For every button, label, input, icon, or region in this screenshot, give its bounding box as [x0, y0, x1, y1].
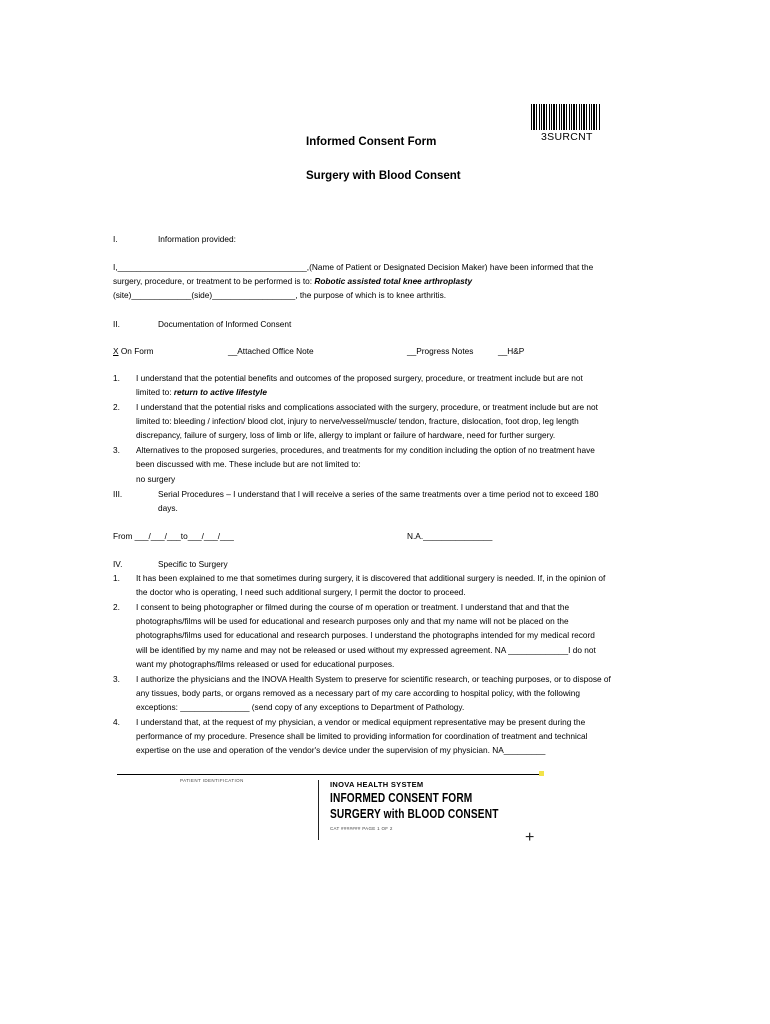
section-iv-number: IV.	[113, 559, 123, 569]
alternatives-text-3: no surgery	[136, 474, 176, 484]
procedure-name: Robotic assisted total knee arthroplasty	[314, 276, 473, 286]
section-iii-number: III.	[113, 489, 123, 499]
section-i-number: I.	[113, 234, 118, 244]
item-3-number: 3.	[113, 445, 120, 455]
item-1-number: 1.	[113, 373, 120, 383]
from-to-dates: From ___/___/___to___/___/___	[113, 531, 234, 541]
barcode-label: 3SURCNT	[541, 131, 593, 143]
vendor-consent-text-1: I understand that, at the request of my physician, a vendor or medical equipment representative may be present during the	[136, 717, 586, 727]
photo-consent-text-4: will be identified by my name and may not be released or used without my expressed agreement. NA _____________I do not	[136, 645, 596, 655]
surgery-item-3-number: 3.	[113, 674, 120, 684]
additional-surgery-text-1: It has been explained to me that sometimes during surgery, it is discovered that additional surgery is needed. If, in the opinion of	[136, 573, 606, 583]
patient-name-line: I,_________________________________________,(Name of Patient or Designated Decision Maker) have been informed that the	[113, 262, 594, 272]
footer-catalog-number: CAT ####### PAGE 1 OF 2	[330, 826, 393, 831]
form-subtitle: Surgery with Blood Consent	[306, 170, 461, 182]
vendor-consent-text-2: performance of my procedure. Presence shall be limited to providing information for coordination of treatment and technical	[136, 731, 588, 741]
section-i-heading: Information provided:	[158, 234, 236, 244]
item-2-number: 2.	[113, 402, 120, 412]
highlight-mark	[539, 771, 544, 776]
risks-text-2: limited to: bleeding / infection/ blood clot, injury to nerve/vessel/muscle/ tendon, fracture, dislocation, foot drop, leg length	[136, 416, 579, 426]
progress-notes-option: __Progress Notes	[407, 346, 474, 356]
attached-office-note-option: __Attached Office Note	[228, 346, 314, 356]
photo-consent-text-2: photographs/films will be used for educational and research purposes only and that my name will not be placed on the	[136, 616, 569, 626]
site-side-line: (site)_____________(side)__________________, the purpose of which is to knee arthritis.	[113, 290, 447, 300]
risks-text-3: discrepancy, failure of surgery, loss of limb or life, allergy to implant or failure of hardware, need for further surgery.	[136, 430, 556, 440]
on-form-option	[113, 344, 154, 358]
patient-identification-label: PATIENT IDENTIFICATION	[180, 778, 244, 783]
barcode	[531, 104, 601, 130]
surgery-item-1-number: 1.	[113, 573, 120, 583]
tissue-consent-text-3: exceptions: _______________ (send copy of any exceptions to Department of Pathology.	[136, 702, 465, 712]
hp-option: __H&P	[498, 346, 525, 356]
on-form-check: X	[113, 346, 119, 356]
serial-procedures-text-2: days.	[158, 503, 178, 513]
on-form-label: On Form	[118, 346, 154, 356]
registration-plus-mark: +	[525, 829, 535, 846]
footer-divider	[318, 780, 319, 840]
tissue-consent-text-1: I authorize the physicians and the INOVA Health System to preserve for scientific research, or teaching purposes, or to dispose of	[136, 674, 611, 684]
risks-text-1: I understand that the potential risks and complications associated with the surgery, procedure, or treatment include but are not	[136, 402, 598, 412]
serial-na: N.A._______________	[407, 531, 493, 541]
additional-surgery-text-2: the doctor who is operating, I need such additional surgery, I permit the doctor to proceed.	[136, 587, 466, 597]
benefits-text-1: I understand that the potential benefits and outcomes of the proposed surgery, procedure, or treatment include but are not	[136, 373, 583, 383]
section-ii-number: II.	[113, 319, 120, 329]
footer-form-title: INFORMED CONSENT FORM	[330, 790, 473, 805]
photo-consent-text-5: want my photographs/films released or used for educational purposes.	[136, 659, 395, 669]
surgery-item-2-number: 2.	[113, 602, 120, 612]
tissue-consent-text-2: any tissues, body parts, or organs removed as a necessary part of my care according to hospital policy, with the following	[136, 688, 580, 698]
benefits-prefix: limited to:	[136, 387, 174, 397]
section-ii-heading: Documentation of Informed Consent	[158, 319, 292, 329]
photo-consent-text-3: photographs/films used for educational and research purposes. I understand the photographs intended for my medical record	[136, 630, 595, 640]
health-system-name: INOVA HEALTH SYSTEM	[330, 780, 424, 789]
procedure-line	[113, 274, 472, 288]
serial-procedures-text-1: Serial Procedures – I understand that I will receive a series of the same treatments over a time period not to exceed 180	[158, 489, 599, 499]
footer-form-subtitle: SURGERY with BLOOD CONSENT	[330, 806, 499, 821]
footer-rule	[117, 774, 540, 775]
procedure-prefix: surgery, procedure, or treatment to be performed is to:	[113, 276, 315, 286]
benefits-outcome: return to active lifestyle	[173, 387, 267, 397]
surgery-item-4-number: 4.	[113, 717, 120, 727]
vendor-consent-text-3: expertise on the use and operation of the vendor's device under the supervision of my physician. NA_________	[136, 745, 546, 755]
alternatives-text-2: been discussed with me. These include but are not limited to:	[136, 459, 361, 469]
benefits-text-2	[136, 385, 267, 399]
photo-consent-text-1: I consent to being photographer or filmed during the course of m operation or treatment. I understand that and that the	[136, 602, 570, 612]
alternatives-text-1: Alternatives to the proposed surgeries, procedures, and treatments for my condition including the option of no treatment have	[136, 445, 595, 455]
form-title: Informed Consent Form	[306, 136, 437, 148]
section-iv-heading: Specific to Surgery	[158, 559, 228, 569]
